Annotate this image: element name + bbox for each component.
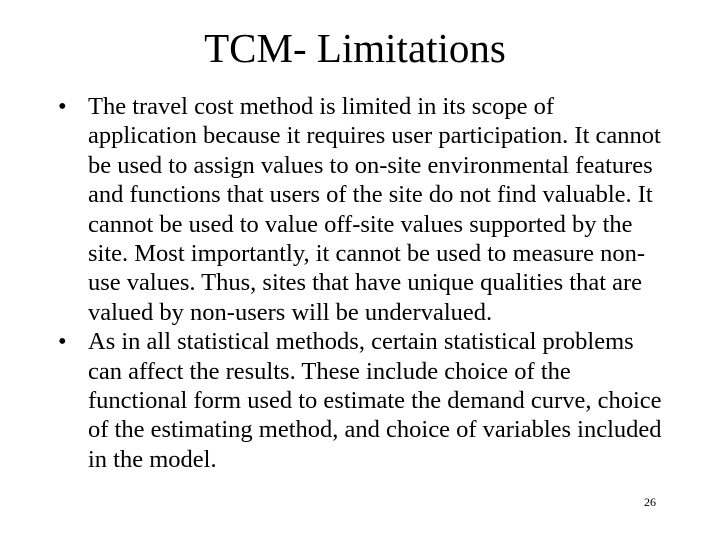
bullet-list	[58, 92, 668, 474]
bullet-marker: •	[58, 93, 67, 120]
slide-title: TCM- Limitations	[204, 25, 506, 71]
bullet-marker: •	[58, 328, 67, 356]
bullet-item	[58, 92, 668, 327]
slide-number: 26	[644, 495, 656, 509]
bullet-text: As in all statistical methods, certain statistical problems can affect the results. These include choice of the functional form used to estimate the demand curve, choice of the estimating method, and choice of variables included in the model.	[88, 328, 662, 473]
bullet-text: The travel cost method is limited in its scope of application because it requires user participation. It cannot be used to assign values to on-site environmental features and functions that users of the site do not find valuable. It cannot be used to value off-site values supported by the site. Most importantly, it cannot be used to measure non-use values. Thus, sites that have unique qualities that are valued by non-users will be undervalued.	[88, 93, 661, 326]
bullet-item	[58, 327, 668, 474]
